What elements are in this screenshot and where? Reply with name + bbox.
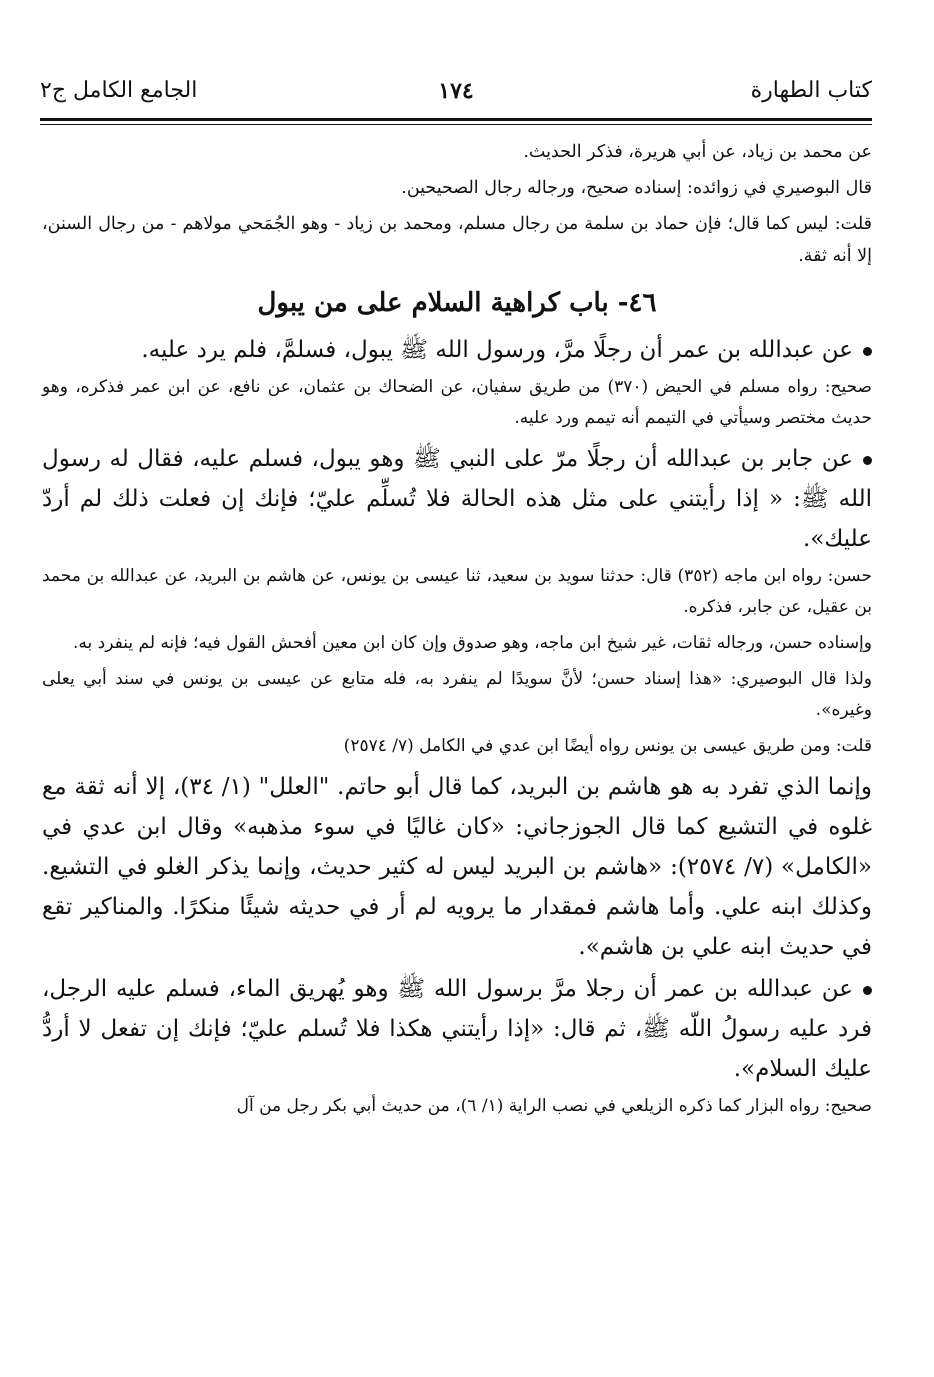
hadith-paragraph: عن عبدالله بن عمر أن رجلًا مرَّ، ورسول الله ﷺ يبول، فسلمَّ، فلم يرد عليه. <box>42 330 872 370</box>
chapter-heading: ٤٦- باب كراهية السلام على من يبول <box>257 288 657 318</box>
hadith-paragraph: عن جابر بن عبدالله أن رجلًا مرّ على النبي ﷺ وهو يبول، فسلم عليه، فقال له رسول الله ﷺ: « إذا رأيتني على مثل هذه الحالة فلا تُسلِّم عليّ؛ فإنك إن فعلت ذلك لم أردّ عليك». <box>42 446 872 552</box>
hadith-paragraph: عن عبدالله بن عمر أن رجلا مرَّ برسول الله ﷺ وهو يُهريق الماء، فسلم عليه الرجل، فرد عليه رسولُ اللّه ﷺ، ثم قال: «إذا رأيتني هكذا فلا تُسلم عليّ؛ فإنك إن تفعل لا أردُّ عليك السلام». <box>42 976 872 1082</box>
bullet-icon <box>863 986 872 995</box>
book-title: الجامع الكامل ج٢ <box>40 78 198 103</box>
header-rule-thin <box>40 124 872 125</box>
page-header <box>40 78 872 112</box>
paragraph: قلت: ومن طريق عيسى بن يونس رواه أيضًا ابن عدي في الكامل (٧/ ٢٥٧٤) <box>343 736 872 756</box>
commentary-paragraph: وإنما الذي تفرد به هو هاشم بن البريد، كما قال أبو حاتم. "العلل" (١/ ٣٤)، إلا أنه ثقة مع غلوه في التشيع كما قال الجوزجاني: «كان غاليًا في سوء مذهبه» وقال ابن عدي في «الكامل» (٧/ ٢٥٧٤): «هاشم بن البريد ليس له كثير حديث، وإنما يذكر الغلو في التشيع. وكذلك ابنه علي. وأما هاشم فمقدار ما يرويه لم أر في حديثه شيئًا منكرًا. والمناكير تقع في حديث ابنه علي بن هاشم». <box>42 774 873 960</box>
header-rule-thick <box>40 118 872 121</box>
paragraph: عن محمد بن زياد، عن أبي هريرة، فذكر الحديث. <box>523 142 872 162</box>
paragraph: صحيح: رواه مسلم في الحيض (٣٧٠) من طريق سفيان، عن الضحاك بن عثمان، عن نافع، عن ابن عمر فذكره، وهو حديث مختصر وسيأتي في التيمم أنه تيمم ورد عليه. <box>42 377 872 428</box>
chapter-title: كتاب الطهارة <box>750 78 872 103</box>
paragraph: قال البوصيري في زوائده: إسناده صحيح، ورجاله رجال الصحيحين. <box>401 178 872 198</box>
paragraph: قلت: ليس كما قال؛ فإن حماد بن سلمة من رجال مسلم، ومحمد بن زياد - وهو الجُمَحي مولاهم - من رجال السنن، إلا أنه ثقة. <box>42 214 872 266</box>
paragraph: ولذا قال البوصيري: «هذا إسناد حسن؛ لأنَّ سويدًا لم ينفرد به، فله متابع عن عيسى بن يونس في سند أبي يعلى وغيره». <box>42 669 872 720</box>
bullet-icon <box>863 456 872 465</box>
paragraph: حسن: رواه ابن ماجه (٣٥٢) قال: حدثنا سويد بن سعيد، ثنا عيسى بن يونس، عن هاشم بن البريد، عن عبدالله بن محمد بن عقيل، عن جابر، فذكره. <box>42 566 872 617</box>
paragraph: وإسناده حسن، ورجاله ثقات، غير شيخ ابن ماجه، وهو صدوق وإن كان ابن معين أفحش القول فيه؛ فإنه لم ينفرد به. <box>73 633 872 653</box>
page-body <box>42 136 872 1127</box>
page-number: ١٧٤ <box>438 78 474 104</box>
bullet-icon <box>863 347 872 356</box>
paragraph: صحيح: رواه البزار كما ذكره الزيلعي في نصب الراية (١/ ٦)، من حديث أبي بكر رجل من آل <box>236 1096 872 1116</box>
